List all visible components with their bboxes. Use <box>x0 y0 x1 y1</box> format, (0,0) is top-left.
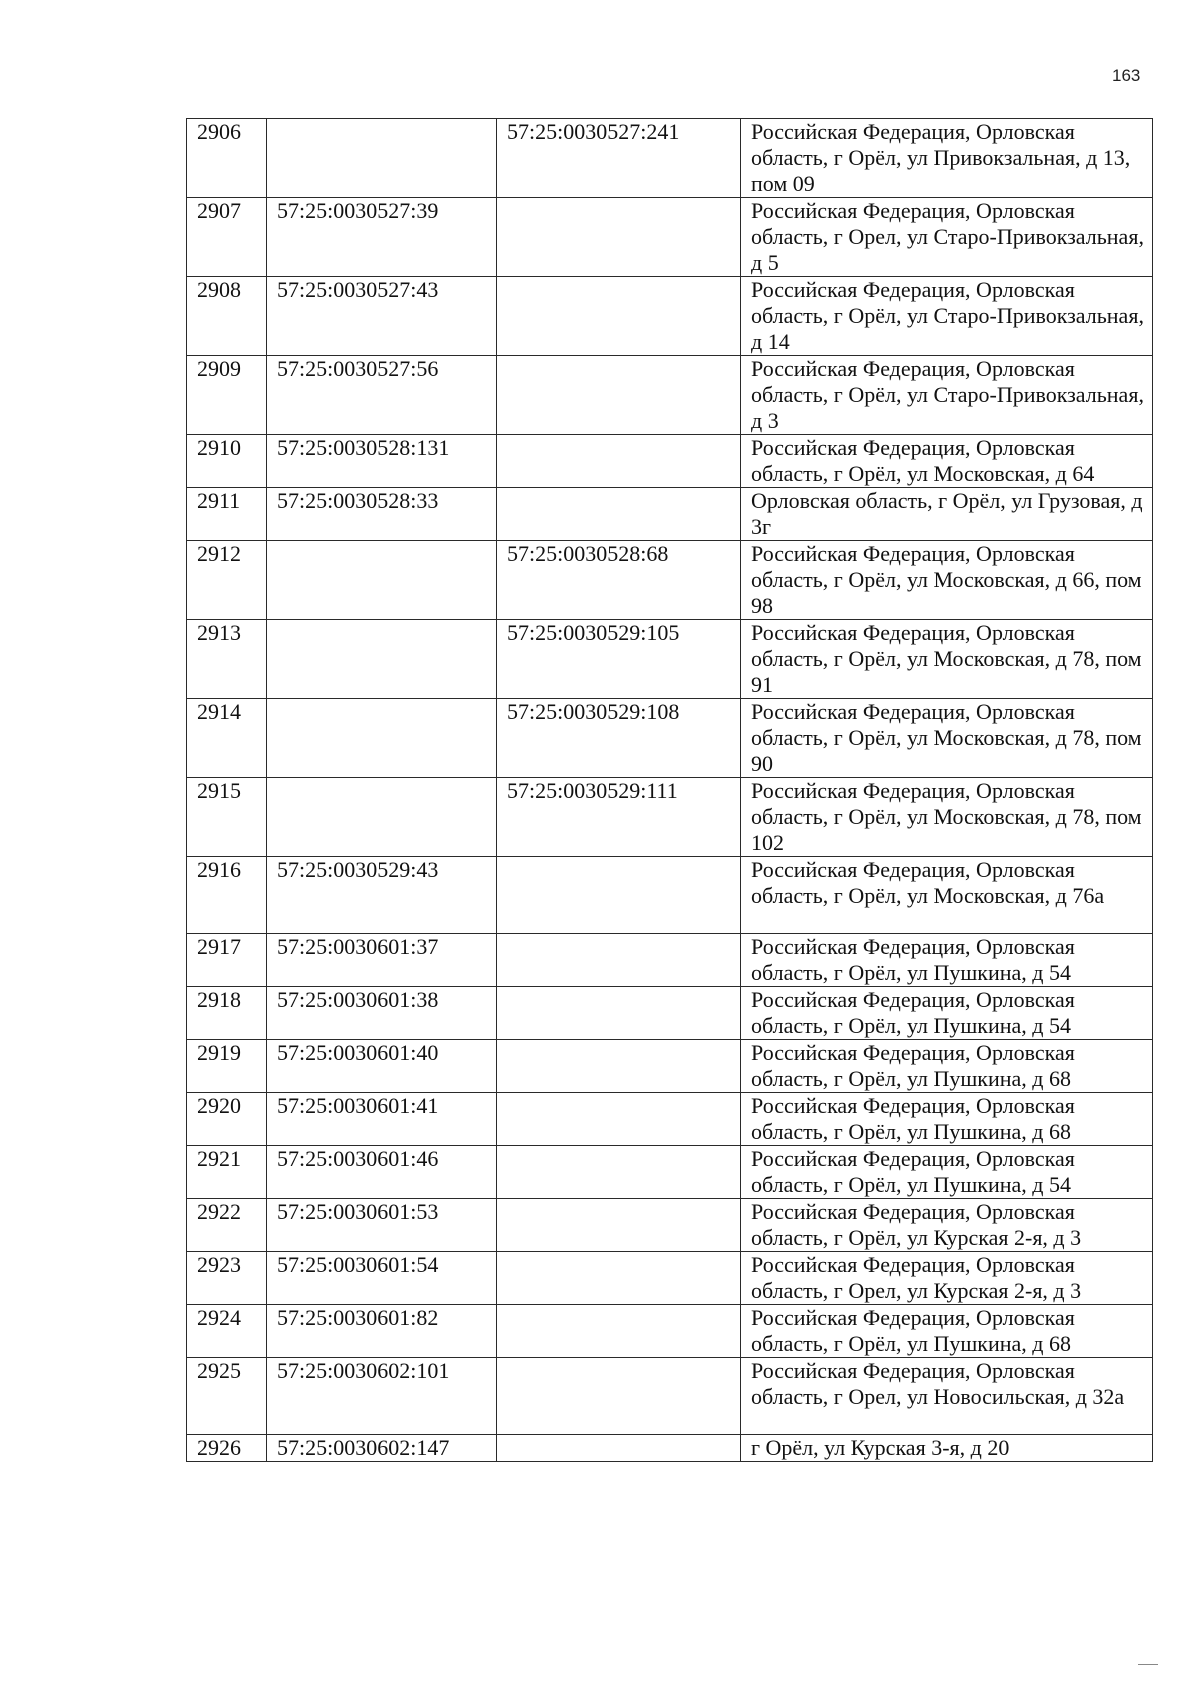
land-cadastral-number: 57:25:0030601:41 <box>267 1093 497 1146</box>
row-number: 2922 <box>187 1199 267 1252</box>
row-number: 2913 <box>187 620 267 699</box>
row-number: 2926 <box>187 1435 267 1462</box>
page-number: 163 <box>1112 66 1141 85</box>
land-cadastral-number: 57:25:0030527:39 <box>267 198 497 277</box>
premises-cadastral-number <box>497 1093 741 1146</box>
row-number: 2923 <box>187 1252 267 1305</box>
address: Российская Федерация, Орловская область, г Орел, ул Курская 2-я, д 3 <box>741 1252 1153 1305</box>
row-number: 2921 <box>187 1146 267 1199</box>
premises-cadastral-number: 57:25:0030529:105 <box>497 620 741 699</box>
table-row <box>187 934 1153 987</box>
land-cadastral-number: 57:25:0030601:38 <box>267 987 497 1040</box>
table-row <box>187 1305 1153 1358</box>
row-number: 2917 <box>187 934 267 987</box>
address: Российская Федерация, Орловская область, г Орёл, ул Московская, д 76а <box>741 857 1153 934</box>
land-cadastral-number: 57:25:0030601:54 <box>267 1252 497 1305</box>
address: Российская Федерация, Орловская область, г Орёл, ул Пушкина, д 68 <box>741 1040 1153 1093</box>
premises-cadastral-number <box>497 857 741 934</box>
land-cadastral-number: 57:25:0030601:46 <box>267 1146 497 1199</box>
address: Российская Федерация, Орловская область, г Орёл, ул Московская, д 78, пом 102 <box>741 778 1153 857</box>
address: Российская Федерация, Орловская область, г Орел, ул Старо-Привокзальная, д 5 <box>741 198 1153 277</box>
land-cadastral-number: 57:25:0030528:33 <box>267 488 497 541</box>
table-row <box>187 435 1153 488</box>
table-row <box>187 857 1153 934</box>
table-row <box>187 119 1153 198</box>
address: Российская Федерация, Орловская область, г Орёл, ул Пушкина, д 68 <box>741 1305 1153 1358</box>
registry-table-body <box>187 119 1153 1462</box>
premises-cadastral-number <box>497 1435 741 1462</box>
row-number: 2908 <box>187 277 267 356</box>
premises-cadastral-number: 57:25:0030528:68 <box>497 541 741 620</box>
land-cadastral-number <box>267 620 497 699</box>
premises-cadastral-number <box>497 934 741 987</box>
premises-cadastral-number <box>497 277 741 356</box>
row-number: 2918 <box>187 987 267 1040</box>
land-cadastral-number <box>267 778 497 857</box>
premises-cadastral-number: 57:25:0030527:241 <box>497 119 741 198</box>
address: Российская Федерация, Орловская область, г Орёл, ул Пушкина, д 54 <box>741 934 1153 987</box>
premises-cadastral-number <box>497 1252 741 1305</box>
row-number: 2907 <box>187 198 267 277</box>
table-row <box>187 620 1153 699</box>
land-cadastral-number <box>267 699 497 778</box>
premises-cadastral-number <box>497 987 741 1040</box>
row-number: 2906 <box>187 119 267 198</box>
premises-cadastral-number <box>497 1146 741 1199</box>
address: Российская Федерация, Орловская область, г Орёл, ул Привокзальная, д 13, пом 09 <box>741 119 1153 198</box>
row-number: 2909 <box>187 356 267 435</box>
address: Орловская область, г Орёл, ул Грузовая, д 3г <box>741 488 1153 541</box>
premises-cadastral-number <box>497 356 741 435</box>
address: Российская Федерация, Орловская область, г Орёл, ул Московская, д 78, пом 90 <box>741 699 1153 778</box>
address: Российская Федерация, Орловская область, г Орёл, ул Курская 2-я, д 3 <box>741 1199 1153 1252</box>
row-number: 2924 <box>187 1305 267 1358</box>
table-row <box>187 356 1153 435</box>
premises-cadastral-number <box>497 1305 741 1358</box>
premises-cadastral-number <box>497 1040 741 1093</box>
row-number: 2910 <box>187 435 267 488</box>
table-row <box>187 488 1153 541</box>
land-cadastral-number: 57:25:0030601:37 <box>267 934 497 987</box>
premises-cadastral-number <box>497 1199 741 1252</box>
premises-cadastral-number <box>497 488 741 541</box>
table-row <box>187 1040 1153 1093</box>
address: Российская Федерация, Орловская область, г Орёл, ул Пушкина, д 68 <box>741 1093 1153 1146</box>
table-row <box>187 1435 1153 1462</box>
address: Российская Федерация, Орловская область, г Орёл, ул Пушкина, д 54 <box>741 1146 1153 1199</box>
address: Российская Федерация, Орловская область, г Орёл, ул Пушкина, д 54 <box>741 987 1153 1040</box>
table-row <box>187 987 1153 1040</box>
land-cadastral-number: 57:25:0030527:56 <box>267 356 497 435</box>
row-number: 2912 <box>187 541 267 620</box>
address: Российская Федерация, Орловская область, г Орёл, ул Московская, д 78, пом 91 <box>741 620 1153 699</box>
address: Российская Федерация, Орловская область, г Орёл, ул Московская, д 64 <box>741 435 1153 488</box>
land-cadastral-number <box>267 541 497 620</box>
row-number: 2915 <box>187 778 267 857</box>
table-row <box>187 1146 1153 1199</box>
row-number: 2911 <box>187 488 267 541</box>
table-row <box>187 1199 1153 1252</box>
address: г Орёл, ул Курская 3-я, д 20 <box>741 1435 1153 1462</box>
table-row <box>187 277 1153 356</box>
scan-mark <box>1138 1664 1158 1665</box>
address: Российская Федерация, Орловская область, г Орёл, ул Старо-Привокзальная, д 3 <box>741 356 1153 435</box>
premises-cadastral-number <box>497 198 741 277</box>
premises-cadastral-number: 57:25:0030529:111 <box>497 778 741 857</box>
land-cadastral-number: 57:25:0030602:101 <box>267 1358 497 1435</box>
address: Российская Федерация, Орловская область, г Орёл, ул Старо-Привокзальная, д 14 <box>741 277 1153 356</box>
land-cadastral-number: 57:25:0030602:147 <box>267 1435 497 1462</box>
premises-cadastral-number <box>497 1358 741 1435</box>
table-row <box>187 541 1153 620</box>
land-cadastral-number: 57:25:0030601:40 <box>267 1040 497 1093</box>
table-row <box>187 1358 1153 1435</box>
row-number: 2919 <box>187 1040 267 1093</box>
table-row <box>187 1252 1153 1305</box>
land-cadastral-number: 57:25:0030601:53 <box>267 1199 497 1252</box>
land-cadastral-number <box>267 119 497 198</box>
land-cadastral-number: 57:25:0030601:82 <box>267 1305 497 1358</box>
premises-cadastral-number: 57:25:0030529:108 <box>497 699 741 778</box>
address: Российская Федерация, Орловская область, г Орёл, ул Московская, д 66, пом 98 <box>741 541 1153 620</box>
table-row <box>187 778 1153 857</box>
row-number: 2920 <box>187 1093 267 1146</box>
row-number: 2914 <box>187 699 267 778</box>
land-cadastral-number: 57:25:0030529:43 <box>267 857 497 934</box>
land-cadastral-number: 57:25:0030527:43 <box>267 277 497 356</box>
registry-table <box>186 118 1153 1462</box>
row-number: 2916 <box>187 857 267 934</box>
address: Российская Федерация, Орловская область, г Орел, ул Новосильская, д 32а <box>741 1358 1153 1435</box>
premises-cadastral-number <box>497 435 741 488</box>
table-row <box>187 1093 1153 1146</box>
table-row <box>187 198 1153 277</box>
row-number: 2925 <box>187 1358 267 1435</box>
land-cadastral-number: 57:25:0030528:131 <box>267 435 497 488</box>
table-row <box>187 699 1153 778</box>
